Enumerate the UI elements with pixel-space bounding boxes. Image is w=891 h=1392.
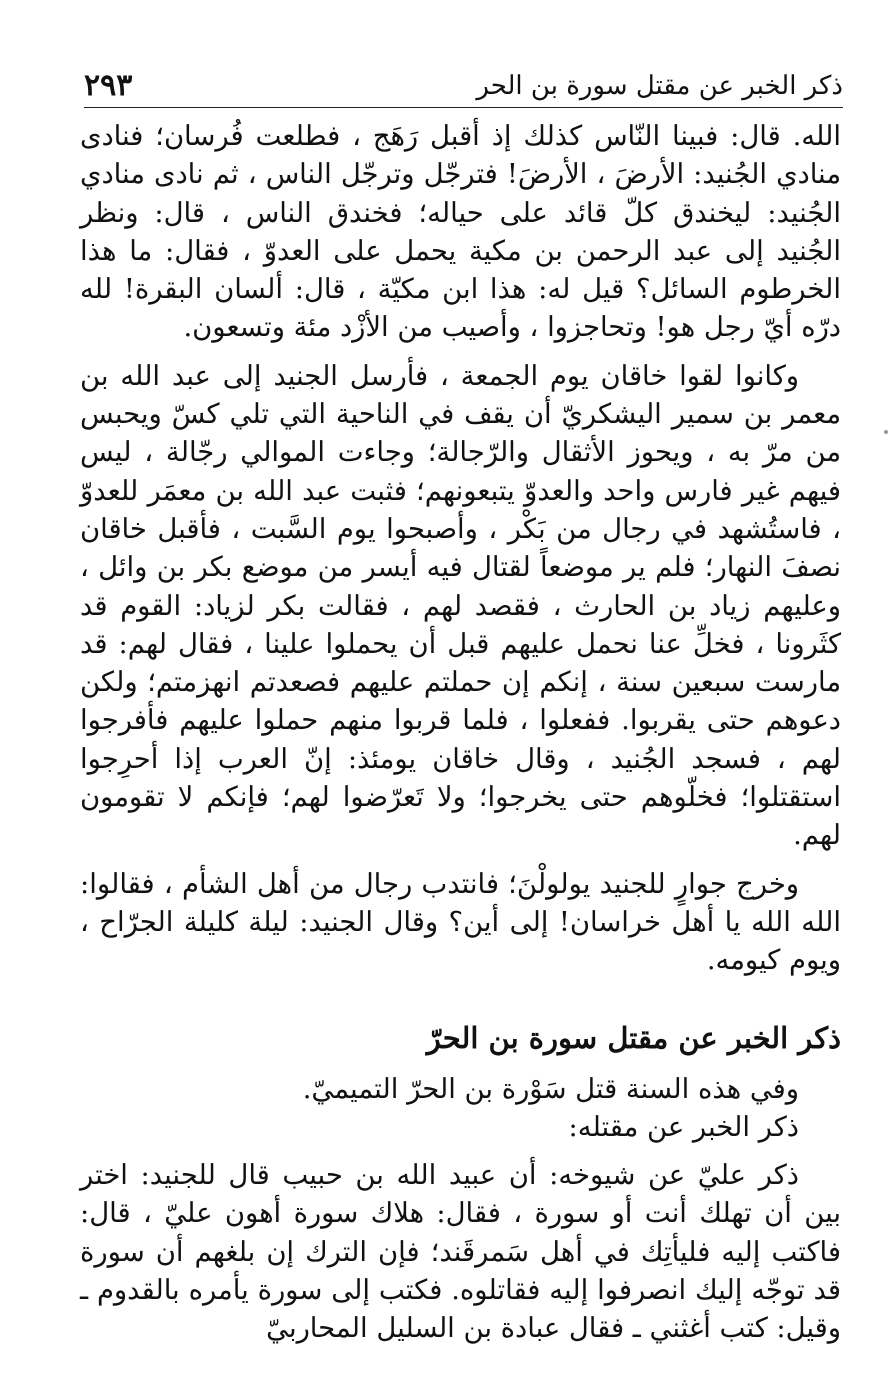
section-paragraph: ذكر عليّ عن شيوخه: أن عبيد الله بن حبيب قال للجنيد: اختر بين أن تهلك أنت أو سورة ، فقال: هلاك سورة أهون عليّ ، قال: فاكتب إليه فليأتِك في أهل سَمرقَند؛ فإن الترك إن بلغهم أن سورة قد توجّه إليك انصرفوا إليه فقاتلوه. فكتب إلى سورة يأمره بالقدوم ـ وقيل: كتب أغثني ـ فقال عبادة بن السليل المحاربيّ <box>80 1160 841 1345</box>
scan-speck <box>884 430 888 434</box>
page-body <box>80 118 841 1349</box>
running-title: ذكر الخبر عن مقتل سورة بن الحر <box>476 71 843 101</box>
paragraph-1: الله. قال: فبينا النّاس كذلك إذ أقبل رَهَج ، فطلعت فُرسان؛ فنادى منادي الجُنيد: الأرضَ ، الأرضَ! فترجّل وترجّل الناس ، ثم نادى منادي الجُنيد: ليخندق كلّ قائد على حياله؛ فخندق الناس ، قال: ونظر الجُنيد إلى عبد الرحمن بن مكية يحمل على العدوّ ، فقال: ما هذا الخرطوم السائل؟ قيل له: هذا ابن مكيّة ، قال: ألسان البقرة! لله درّه أيّ رجل هو! وتحاجزوا ، وأصيب من الأزْد مئة وتسعون. <box>80 121 841 344</box>
section-subheading: ذكر الخبر عن مقتله: <box>568 1111 799 1143</box>
page-header <box>84 62 843 108</box>
page-number: ٢٩٣ <box>84 68 133 103</box>
section-title: ذكر الخبر عن مقتل سورة بن الحرّ <box>426 1020 841 1055</box>
paragraph-2: وكانوا لقوا خاقان يوم الجمعة ، فأرسل الجنيد إلى عبد الله بن معمر بن سمير اليشكريّ أن يقف في الناحية التي تلي كسّ ويحبس من مرّ به ، ويحوز الأثقال والرّجالة؛ وجاءت الموالي رجّالة ، ليس فيهم غير فارس واحد والعدوّ يتبعونهم؛ فثبت عبد الله بن معمَر للعدوّ ، فاستُشهد في رجال من بَكْر ، وأصبحوا يوم السَّبت ، فأقبل خاقان نصفَ النهار؛ فلم ير موضعاً لقتال فيه أيسر من موضع بكر بن وائل ، وعليهم زياد بن الحارث ، فقصد لهم ، فقالت بكر لزياد: القوم قد كثَرونا ، فخلِّ عنا نحمل عليهم قبل أن يحملوا علينا ، فقال لهم: قد مارست سبعين سنة ، إنكم إن حملتم عليهم فصعدتم انهزمتم؛ ولكن دعوهم حتى يقربوا. ففعلوا ، فلما قربوا منهم حملوا عليهم فأفرجوا لهم ، فسجد الجُنيد ، وقال خاقان يومئذ: إنّ العرب إذا أحرِجوا استقتلوا؛ فخلّوهم حتى يخرجوا؛ ولا تَعرّضوا لهم؛ فإنكم لا تقومون لهم. <box>80 360 841 852</box>
paragraph-3: وخرج جوارٍ للجنيد يولولْنَ؛ فانتدب رجال من أهل الشأم ، فقالوا: الله الله يا أهل خراسان! إلى أين؟ وقال الجنيد: ليلة كليلة الجرّاح ، ويوم كيومه. <box>80 868 841 977</box>
section-intro-line: وفي هذه السنة قتل سَوْرة بن الحرّ التميميّ. <box>302 1073 799 1105</box>
